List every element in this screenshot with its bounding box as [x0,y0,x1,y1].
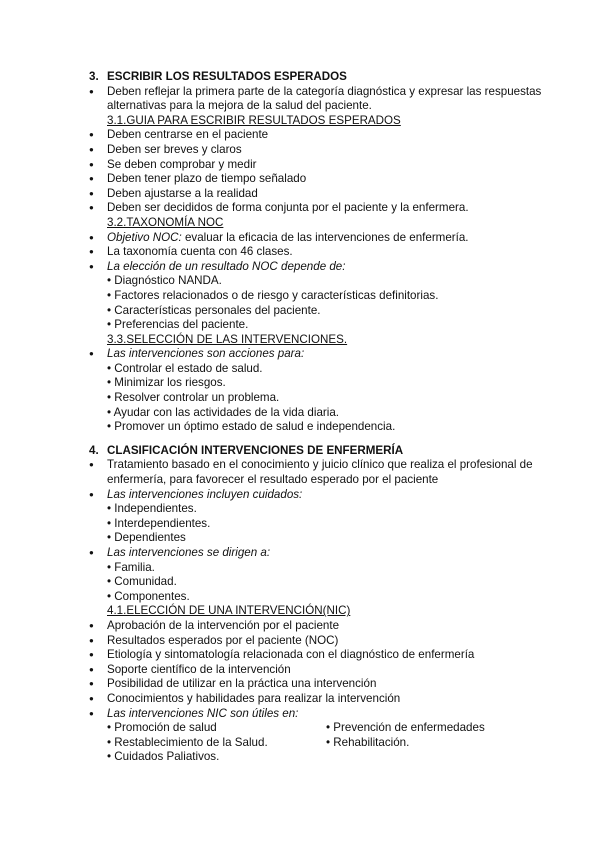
nic-item: ● Aprobación de la intervención por el paciente [0,619,600,634]
noc-depend-item: • Factores relacionados o de riesgo y características definitorias. [107,288,439,302]
selection-intro: ● Las intervenciones son acciones para: [0,347,600,362]
nic-useful-intro: ● Las intervenciones NIC son útiles en: [0,707,600,722]
care-item: • Independientes. [107,502,197,516]
nic-useful-item: • Cuidados Paliativos. [107,750,220,764]
nic-useful-item: • Rehabilitación. [326,735,410,749]
nic-item: ● Posibilidad de utilizar en la práctica una intervención [0,677,600,692]
section-4-intro-line2: enfermería, para favorecer el resultado esperado por el paciente [107,473,439,487]
selection-heading: 3.3.SELECCIÓN DE LAS INTERVENCIONES. [107,332,348,346]
nic-useful-item: • Restablecimiento de la Salud. [107,735,268,749]
section-4-heading [0,444,600,459]
target-item: • Comunidad. [107,575,177,589]
nic-item: ● Conocimientos y habilidades para realizar la intervención [0,692,600,707]
nic-useful-item: • Promoción de salud [107,721,217,735]
nic-item: ● Resultados esperados por el paciente (NOC) [0,634,600,649]
guide-item: ● Deben ser decididos de forma conjunta por el paciente y la enfermera. [0,201,600,216]
nic-item: ● Soporte científico de la intervención [0,663,600,678]
target-item: • Componentes. [107,589,190,603]
guide-heading: 3.1.GUIA PARA ESCRIBIR RESULTADOS ESPERADOS [107,113,401,127]
section-3-heading [0,70,600,85]
nic-heading: 4.1.ELECCIÓN DE UNA INTERVENCIÓN(NIC) [107,604,351,618]
selection-item: • Ayudar con las actividades de la vida diaria. [107,405,339,419]
section-3-title: ESCRIBIR LOS RESULTADOS ESPERADOS [107,70,347,83]
care-item: • Dependientes [107,531,186,545]
selection-item: • Promover un óptimo estado de salud e independencia. [107,420,396,434]
noc-heading: 3.2.TAXONOMÍA NOC [107,215,224,229]
selection-item: • Resolver controlar un problema. [107,391,280,405]
guide-item: ● Deben tener plazo de tiempo señalado [0,172,600,187]
section-gap [0,435,600,444]
nic-useful-row [0,736,600,751]
nic-item: ● Etiología y sintomatología relacionada con el diagnóstico de enfermería [0,648,600,663]
selection-item: • Controlar el estado de salud. [107,361,263,375]
guide-item: ● Deben ser breves y claros [0,143,600,158]
noc-depends: ● La elección de un resultado NOC depende de: [0,260,600,275]
section-3-number: 3. [89,70,99,83]
target-item: • Familia. [107,560,155,574]
target-intro: ● Las intervenciones se dirigen a: [0,546,600,561]
noc-depend-item: • Preferencias del paciente. [107,318,249,332]
section-3-intro-line2: alternativas para la mejora de la salud del paciente. [107,99,372,113]
noc-objective [0,231,600,246]
nic-useful-item: • Prevención de enfermedades [326,721,485,735]
noc-classes: ● La taxonomía cuenta con 46 clases. [0,245,600,260]
nic-useful-row [0,750,600,765]
nic-useful-row [0,721,600,736]
section-4-intro-line1: ● Tratamiento basado en el conocimiento y juicio clínico que realiza el profesional de [0,458,600,473]
guide-item: ● Deben ajustarse a la realidad [0,187,600,202]
section-4-number: 4. [89,443,99,457]
document-page [0,70,600,765]
section-4-title: CLASIFICACIÓN INTERVENCIONES DE ENFERMERÍA [107,443,404,457]
guide-item: ● Se deben comprobar y medir [0,158,600,173]
guide-item: ● Deben centrarse en el paciente [0,128,600,143]
care-intro: ● Las intervenciones incluyen cuidados: [0,488,600,503]
noc-depend-item: • Diagnóstico NANDA. [107,274,222,288]
section-3-intro-line1: ● Deben reflejar la primera parte de la categoría diagnóstica y expresar las respuestas [0,85,600,100]
care-item: • Interdependientes. [107,516,211,530]
selection-item: • Minimizar los riesgos. [107,376,226,390]
noc-objective-text: evaluar la eficacia de las intervenciones de enfermería. [181,230,469,244]
noc-objective-label: Objetivo NOC: [107,230,182,244]
noc-depend-item: • Características personales del paciente. [107,303,321,317]
